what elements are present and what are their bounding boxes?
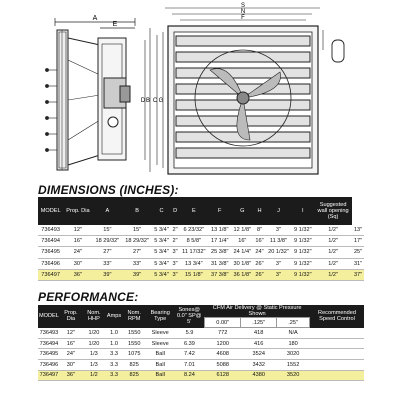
performance-cell: 3.3 <box>106 360 122 371</box>
dim-label-f: F <box>241 15 245 21</box>
performance-cell: 736497 <box>38 370 60 381</box>
dimensions-cell: 27" <box>122 247 152 258</box>
performance-cell: 825 <box>122 360 146 371</box>
header-a: A <box>93 197 123 225</box>
dimensions-cell: 17" <box>352 236 364 247</box>
performance-cell: Ball <box>146 349 174 360</box>
performance-cell: 8.24 <box>174 370 205 381</box>
performance-cell: 12" <box>60 328 82 339</box>
header-j: J <box>265 197 291 225</box>
perf-header-hhp: Nom. HHP <box>82 305 106 328</box>
fan-front-view <box>145 8 344 174</box>
performance-cell: 16" <box>60 338 82 349</box>
performance-cell <box>310 370 365 381</box>
dimensions-row <box>38 269 364 280</box>
dimensions-cell: 15" <box>93 225 123 236</box>
dimensions-cell: 1/2" <box>314 258 352 269</box>
performance-cell: 3.3 <box>106 349 122 360</box>
performance-cell: 1550 <box>122 328 146 339</box>
dimensions-cell: 11 17/32" <box>179 247 208 258</box>
dim-label-g: G <box>158 98 164 104</box>
dimensions-cell: 25 3/8" <box>208 247 231 258</box>
performance-cell: 736493 <box>38 328 60 339</box>
dimensions-cell: 24 1/4" <box>231 247 254 258</box>
performance-cell: 1/20 <box>82 338 106 349</box>
header-prop-dia: Prop. Dia <box>63 197 92 225</box>
perf-header-bearing: Bearing Type <box>146 305 174 328</box>
dimensions-cell: 30" <box>63 258 92 269</box>
performance-row <box>38 328 364 339</box>
performance-cell: 36" <box>60 370 82 381</box>
perf-header-cfm: CFM Air Delivery @ Static Pressure Shown <box>205 305 310 318</box>
performance-cell: 3020 <box>277 349 310 360</box>
performance-cell: Sleeve <box>146 338 174 349</box>
dimensions-cell: 9 1/32" <box>292 258 315 269</box>
performance-cell <box>310 360 365 371</box>
header-i: I <box>292 197 315 225</box>
dimensions-cell: 15" <box>122 225 152 236</box>
dimensions-cell: 736495 <box>38 247 63 258</box>
performance-table <box>38 305 364 381</box>
performance-cell: 6.39 <box>174 338 205 349</box>
performance-cell: 5.9 <box>174 328 205 339</box>
dimensions-cell: 27" <box>93 247 123 258</box>
fan-technical-drawing <box>0 0 400 180</box>
perf-header-model: MODEL <box>38 305 60 328</box>
dimensions-cell: 37" <box>352 269 364 280</box>
dimensions-cell: 26" <box>254 269 266 280</box>
performance-cell: 3432 <box>241 360 277 371</box>
perf-header-sones: Sones@ 0.0" SP@ 5' <box>174 305 205 328</box>
performance-cell: 30" <box>60 360 82 371</box>
header-wall-opening: Suggested wall opening (Sq) <box>314 197 352 225</box>
dimensions-cell: 37 3/8" <box>208 269 231 280</box>
dimensions-cell: 33" <box>122 258 152 269</box>
dimensions-cell: 1/2" <box>314 269 352 280</box>
dimensions-cell: 1/2" <box>314 236 352 247</box>
dimensions-row <box>38 236 364 247</box>
dimensions-cell: 15 1/8" <box>179 269 208 280</box>
header-d: D <box>171 197 179 225</box>
dimensions-cell: 16" <box>63 236 92 247</box>
perf-subheader-cfm-0: 0.00" <box>205 318 241 328</box>
performance-cell <box>310 338 365 349</box>
performance-cell: 736496 <box>38 360 60 371</box>
dimensions-cell: 13 3/4" <box>179 258 208 269</box>
dimensions-cell: 16" <box>231 236 254 247</box>
performance-cell: 1/2 <box>82 370 106 381</box>
performance-cell: 3524 <box>241 349 277 360</box>
dimensions-cell: 9 1/32" <box>292 225 315 236</box>
dimensions-cell: 2" <box>171 225 179 236</box>
header-model: MODEL <box>38 197 63 225</box>
dim-label-c: C <box>152 98 158 104</box>
performance-cell: 4380 <box>241 370 277 381</box>
dimensions-cell: 8" <box>254 225 266 236</box>
performance-cell: Ball <box>146 370 174 381</box>
performance-cell: 418 <box>241 328 277 339</box>
perf-subheader-cfm-125: .125" <box>241 318 277 328</box>
dimensions-cell: 12" <box>63 225 92 236</box>
dimensions-cell: 9 1/32" <box>292 236 315 247</box>
performance-cell: 736494 <box>38 338 60 349</box>
dimensions-header-row <box>38 197 364 225</box>
performance-row <box>38 360 364 371</box>
dimensions-cell: 5 3/4" <box>152 247 171 258</box>
dimensions-cell: 39" <box>122 269 152 280</box>
dimensions-cell: 13" <box>352 225 364 236</box>
dimensions-cell: 30 1/8" <box>231 258 254 269</box>
performance-cell: 736495 <box>38 349 60 360</box>
performance-cell: 4608 <box>205 349 241 360</box>
performance-cell: 416 <box>241 338 277 349</box>
perf-header-rpm: Nom. RPM <box>122 305 146 328</box>
dimensions-cell: 25" <box>352 247 364 258</box>
dimensions-cell: 6 23/32" <box>179 225 208 236</box>
dimensions-cell: 5 3/4" <box>152 258 171 269</box>
dim-label-n: N <box>240 9 246 15</box>
performance-cell: 1.0 <box>106 328 122 339</box>
dimensions-cell: 11 3/8" <box>265 236 291 247</box>
dimensions-cell: 9 1/32" <box>292 247 315 258</box>
header-e: E <box>179 197 208 225</box>
dim-label-s: S <box>240 3 246 9</box>
performance-cell: Ball <box>146 360 174 371</box>
performance-cell: 1/3 <box>82 360 106 371</box>
dimensions-row <box>38 258 364 269</box>
dimensions-cell: 3" <box>265 269 291 280</box>
fan-side-view <box>45 18 135 170</box>
performance-row <box>38 349 364 360</box>
performance-cell: 3.3 <box>106 370 122 381</box>
dimensions-cell: 16" <box>254 236 266 247</box>
performance-cell: 180 <box>277 338 310 349</box>
dimensions-cell: 2" <box>171 236 179 247</box>
performance-cell <box>310 328 365 339</box>
dimensions-cell: 18 29/32" <box>93 236 123 247</box>
perf-header-speed-control: Recommended Speed Control <box>310 305 365 328</box>
dimensions-title: DIMENSIONS (INCHES): <box>38 183 179 197</box>
dimensions-cell: 736496 <box>38 258 63 269</box>
dimensions-cell: 3" <box>171 258 179 269</box>
header-f: F <box>208 197 231 225</box>
perf-header-amps: Amps <box>106 305 122 328</box>
performance-header-row <box>38 305 364 318</box>
performance-cell: 6128 <box>205 370 241 381</box>
performance-cell: 1.0 <box>106 338 122 349</box>
dimensions-cell: 12 1/8" <box>231 225 254 236</box>
performance-title: PERFORMANCE: <box>38 290 139 304</box>
dimensions-row <box>38 247 364 258</box>
performance-row <box>38 338 364 349</box>
performance-cell: 1075 <box>122 349 146 360</box>
performance-cell: 1552 <box>277 360 310 371</box>
dimensions-cell: 3" <box>171 247 179 258</box>
performance-cell: Sleeve <box>146 328 174 339</box>
dimensions-cell: 13 1/8" <box>208 225 231 236</box>
performance-cell: N/A <box>277 328 310 339</box>
dimensions-cell: 736494 <box>38 236 63 247</box>
performance-cell: 1/20 <box>82 328 106 339</box>
dimensions-cell: 736493 <box>38 225 63 236</box>
dimensions-cell: 24" <box>63 247 92 258</box>
dim-label-b: B <box>145 98 151 104</box>
performance-cell <box>310 349 365 360</box>
performance-cell: 1/3 <box>82 349 106 360</box>
dimensions-cell: 31 3/8" <box>208 258 231 269</box>
dimensions-cell: 5 3/4" <box>152 236 171 247</box>
dimensions-cell: 18 29/32" <box>122 236 152 247</box>
dimensions-cell: 31" <box>352 258 364 269</box>
dimensions-cell: 3" <box>265 225 291 236</box>
dimensions-cell: 5 3/4" <box>152 269 171 280</box>
header-c: C <box>152 197 171 225</box>
dimensions-cell: 9 1/32" <box>292 269 315 280</box>
header-g: G <box>231 197 254 225</box>
dimensions-row <box>38 225 364 236</box>
dim-label-e: E <box>112 21 118 28</box>
dimensions-cell: 5 3/4" <box>152 225 171 236</box>
performance-cell: 7.42 <box>174 349 205 360</box>
dimensions-table <box>38 197 364 281</box>
dimensions-cell: 39" <box>93 269 123 280</box>
performance-cell: 3520 <box>277 370 310 381</box>
dimensions-cell: 1/2" <box>314 247 352 258</box>
performance-cell: 1200 <box>205 338 241 349</box>
header-h: H <box>254 197 266 225</box>
performance-cell: 1550 <box>122 338 146 349</box>
dimensions-cell: 3" <box>171 269 179 280</box>
dimensions-cell: 33" <box>93 258 123 269</box>
dimensions-cell: 36 1/8" <box>231 269 254 280</box>
dimensions-cell: 1/2" <box>314 225 352 236</box>
performance-cell: 772 <box>205 328 241 339</box>
performance-row <box>38 370 364 381</box>
dimensions-cell: 736497 <box>38 269 63 280</box>
header-b: B <box>122 197 152 225</box>
dimensions-cell: 8 5/8" <box>179 236 208 247</box>
perf-subheader-cfm-25: .25" <box>277 318 310 328</box>
dim-label-a: A <box>92 15 98 22</box>
perf-header-prop-dia: Prop. Dia <box>60 305 82 328</box>
performance-cell: 825 <box>122 370 146 381</box>
dimensions-cell: 36" <box>63 269 92 280</box>
dimensions-cell: 17 1/4" <box>208 236 231 247</box>
performance-cell: 7.01 <box>174 360 205 371</box>
dimensions-cell: 26" <box>254 258 266 269</box>
dimensions-cell: 3" <box>265 258 291 269</box>
dim-label-d: D <box>140 98 146 104</box>
dimensions-cell: 24" <box>254 247 266 258</box>
performance-cell: 5088 <box>205 360 241 371</box>
performance-cell: 24" <box>60 349 82 360</box>
dimensions-cell: 20 1/32" <box>265 247 291 258</box>
